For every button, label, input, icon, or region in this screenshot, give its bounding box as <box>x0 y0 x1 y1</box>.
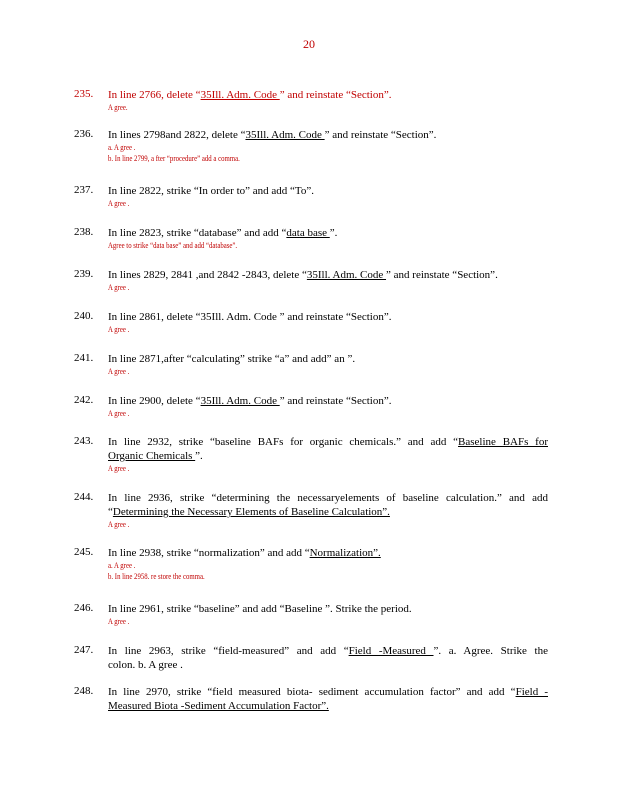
inserted-text: Baseline BAFs for <box>458 436 548 448</box>
comment-number: 242. <box>74 394 94 406</box>
comment-body <box>108 184 548 209</box>
comment-number: 244. <box>74 491 94 503</box>
page-number: 20 <box>303 37 315 51</box>
comment-text: ” and reinstate “Section”. <box>279 395 392 407</box>
response-note: Agree to strike “data base” and add “database”. <box>108 241 238 250</box>
comment-number: 243. <box>74 435 94 447</box>
comment-text: In line 2970, strike “field measured biota- sediment accumulation factor” and add “ <box>108 686 516 698</box>
comment-number: 240. <box>74 310 94 322</box>
comment-text: ” and reinstate “Section”. <box>386 269 498 281</box>
inserted-text: 35Ill. Adm. Code <box>245 129 325 141</box>
response-note: A gree . <box>108 283 130 292</box>
comment-body <box>108 310 548 335</box>
comment-body <box>108 491 548 530</box>
comment-line <box>108 128 548 142</box>
response-note: b. In line 2958. re store the comma. <box>108 572 205 581</box>
inserted-text: 35Ill. Adm. Code <box>306 269 387 281</box>
comment-line <box>108 699 548 713</box>
comment-text: In line 2900, delete “ <box>108 395 201 407</box>
comment-text: In line 2766, delete “ <box>108 89 201 101</box>
comment-line <box>108 449 548 463</box>
comment-line <box>108 184 548 198</box>
comment-number: 238. <box>74 226 94 238</box>
response-note: A gree . <box>108 520 130 529</box>
comment-body <box>108 394 548 419</box>
comment-text: ”. <box>329 227 338 239</box>
response-note: A gree . <box>108 617 130 626</box>
comment-line <box>108 658 548 672</box>
response-note: A gree . <box>108 325 130 334</box>
comment-line <box>108 226 548 240</box>
comment-body <box>108 435 548 474</box>
comment-text: In line 2938, strike “normalization” and add “ <box>108 547 310 559</box>
response-note: a. A gree . <box>108 143 136 152</box>
comment-line <box>108 602 548 616</box>
comment-text: ” and reinstate “Section”. <box>279 89 392 101</box>
comment-number: 239. <box>74 268 94 280</box>
comment-body <box>108 128 548 164</box>
response-note: A gree . <box>108 409 130 418</box>
inserted-text: Field -Measured <box>348 645 434 657</box>
response-note: A gree . <box>108 367 130 376</box>
inserted-text: Field - <box>515 686 548 698</box>
comment-line <box>108 310 548 324</box>
comment-line <box>108 491 548 505</box>
comment-text: In lines 2829, 2841 ,and 2842 -2843, delete “ <box>108 269 307 281</box>
comment-number: 245. <box>74 546 94 558</box>
comment-text: In line 2932, strike “baseline BAFs for organic chemicals.” and add “ <box>108 436 459 448</box>
comment-text: In lines 2798and 2822, delete “ <box>108 129 246 141</box>
comment-text: ” and reinstate “Section”. <box>324 129 437 141</box>
comment-number: 248. <box>74 685 94 697</box>
comment-number: 247. <box>74 644 94 656</box>
comment-line <box>108 546 548 560</box>
comment-body <box>108 602 548 627</box>
comment-text: In line 2822, strike “In order to” and add “To”. <box>108 185 315 197</box>
comment-body <box>108 644 548 672</box>
comment-body <box>108 226 548 251</box>
comment-number: 236. <box>74 128 94 140</box>
comment-body <box>108 546 548 582</box>
inserted-text: Determining the Necessary Elements of Baseline Calculation”. <box>112 506 390 518</box>
inserted-text: Normalization”. <box>309 547 381 559</box>
comment-text: In line 2936, strike “determining the necessaryelements of baseline calculation.” and add <box>108 492 548 504</box>
comment-line <box>108 435 548 449</box>
comment-line <box>108 644 548 658</box>
comment-text: ”. <box>195 450 203 462</box>
comment-text: In line 2963, strike “field-measured” and add “ <box>108 645 349 657</box>
comment-number: 241. <box>74 352 94 364</box>
comment-text: In line 2861, delete “35Ill. Adm. Code ” and reinstate “Section”. <box>108 311 392 323</box>
comment-body <box>108 88 548 113</box>
inserted-text: Measured Biota -Sediment Accumulation Factor”. <box>108 700 329 712</box>
comment-number: 235. <box>74 88 94 100</box>
response-note: A gree . <box>108 199 130 208</box>
inserted-text: Organic Chemicals <box>108 450 196 462</box>
response-note: A gree . <box>108 464 130 473</box>
comment-body <box>108 685 548 713</box>
response-note: b. In line 2799, a fter “procedure” add a comma. <box>108 154 240 163</box>
comment-body <box>108 268 548 293</box>
comment-text: ”. a. Agree. Strike the <box>433 645 548 657</box>
comment-text: In line 2961, strike “baseline” and add “Baseline ”. Strike the period. <box>108 603 412 615</box>
comment-text: “ <box>108 506 113 518</box>
comment-body <box>108 352 548 377</box>
comment-text: colon. b. A gree . <box>108 659 183 671</box>
comment-line <box>108 352 548 366</box>
response-note: a. A gree . <box>108 561 136 570</box>
comment-text: In line 2823, strike “database” and add “ <box>108 227 287 239</box>
comment-line <box>108 685 548 699</box>
comment-number: 246. <box>74 602 94 614</box>
comment-line <box>108 505 548 519</box>
inserted-text: 35Ill. Adm. Code <box>200 89 280 101</box>
inserted-text: data base <box>286 227 330 239</box>
response-note: A gree. <box>108 103 128 112</box>
comment-line <box>108 88 548 102</box>
comment-line <box>108 268 548 282</box>
comment-text: In line 2871,after “calculating” strike “a” and add” an ”. <box>108 353 356 365</box>
inserted-text: 35Ill. Adm. Code <box>200 395 280 407</box>
comment-line <box>108 394 548 408</box>
comment-number: 237. <box>74 184 94 196</box>
